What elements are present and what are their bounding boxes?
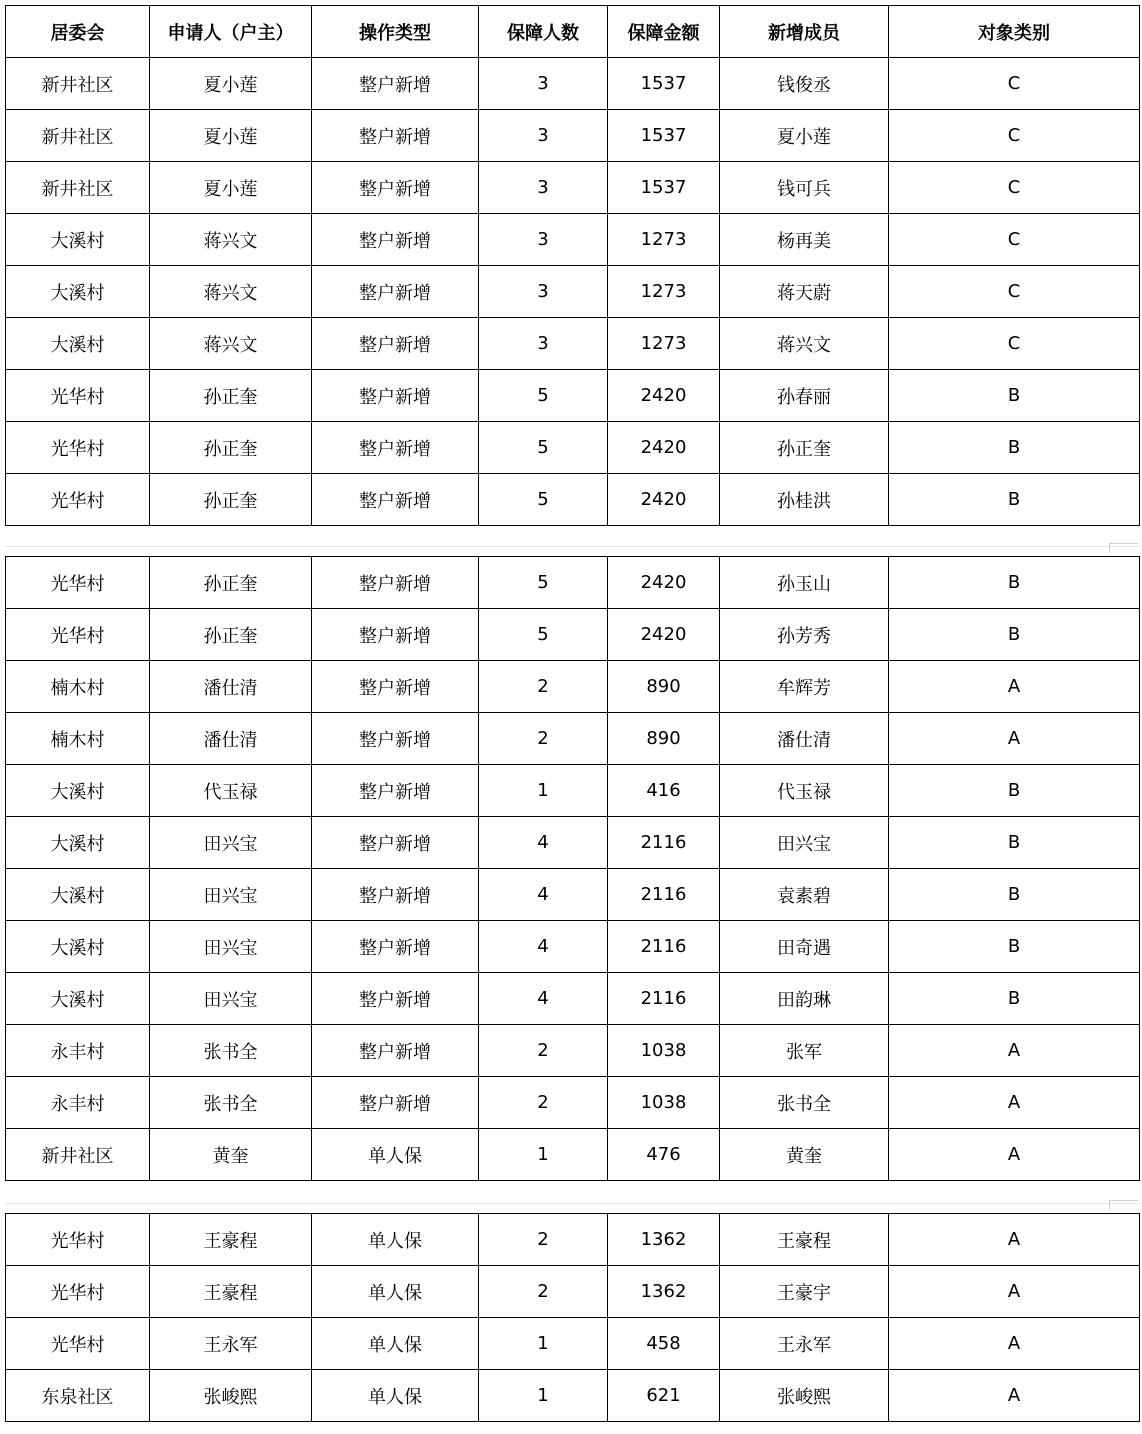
cell-committee: 大溪村	[6, 973, 150, 1025]
cell-person-count: 3	[479, 318, 608, 370]
cell-operation-type: 整户新增	[312, 162, 479, 214]
cell-applicant: 黄奎	[150, 1129, 312, 1181]
cell-applicant: 潘仕清	[150, 661, 312, 713]
cell-operation-type: 整户新增	[312, 1077, 479, 1129]
page-break-corner-mark	[1109, 543, 1138, 553]
cell-new-member: 孙桂洪	[720, 474, 889, 526]
header-category: 对象类别	[889, 6, 1140, 58]
cell-new-member: 夏小莲	[720, 110, 889, 162]
cell-committee: 光华村	[6, 1266, 150, 1318]
cell-new-member: 钱可兵	[720, 162, 889, 214]
cell-amount: 2116	[608, 921, 720, 973]
cell-amount: 2116	[608, 869, 720, 921]
cell-category: A	[889, 1318, 1140, 1370]
table-row	[6, 921, 1140, 973]
cell-person-count: 2	[479, 1077, 608, 1129]
cell-operation-type: 整户新增	[312, 609, 479, 661]
cell-committee: 光华村	[6, 474, 150, 526]
cell-amount: 1273	[608, 266, 720, 318]
cell-applicant: 孙正奎	[150, 370, 312, 422]
cell-new-member: 杨再美	[720, 214, 889, 266]
table-row	[6, 422, 1140, 474]
cell-operation-type: 整户新增	[312, 1025, 479, 1077]
cell-committee: 大溪村	[6, 318, 150, 370]
cell-person-count: 4	[479, 921, 608, 973]
cell-category: C	[889, 266, 1140, 318]
table-body	[6, 1214, 1140, 1422]
cell-applicant: 蒋兴文	[150, 214, 312, 266]
cell-amount: 890	[608, 713, 720, 765]
cell-amount: 2420	[608, 474, 720, 526]
cell-committee: 新井社区	[6, 162, 150, 214]
cell-applicant: 潘仕清	[150, 713, 312, 765]
cell-new-member: 潘仕清	[720, 713, 889, 765]
cell-committee: 大溪村	[6, 869, 150, 921]
cell-committee: 东泉社区	[6, 1370, 150, 1422]
table-row	[6, 1214, 1140, 1266]
cell-operation-type: 整户新增	[312, 817, 479, 869]
cell-committee: 楠木村	[6, 661, 150, 713]
table-row	[6, 318, 1140, 370]
cell-category: B	[889, 973, 1140, 1025]
cell-person-count: 1	[479, 1318, 608, 1370]
cell-operation-type: 整户新增	[312, 474, 479, 526]
table-row	[6, 609, 1140, 661]
cell-category: B	[889, 370, 1140, 422]
cell-person-count: 2	[479, 1266, 608, 1318]
cell-applicant: 孙正奎	[150, 609, 312, 661]
cell-amount: 2116	[608, 973, 720, 1025]
cell-operation-type: 整户新增	[312, 214, 479, 266]
table-row	[6, 1129, 1140, 1181]
cell-amount: 476	[608, 1129, 720, 1181]
cell-committee: 新井社区	[6, 58, 150, 110]
cell-applicant: 蒋兴文	[150, 318, 312, 370]
cell-operation-type: 单人保	[312, 1370, 479, 1422]
cell-operation-type: 单人保	[312, 1318, 479, 1370]
cell-amount: 621	[608, 1370, 720, 1422]
table-header-row	[6, 6, 1140, 58]
cell-category: A	[889, 1266, 1140, 1318]
page-break-corner-mark	[1109, 1200, 1138, 1210]
cell-amount: 1273	[608, 214, 720, 266]
cell-new-member: 孙春丽	[720, 370, 889, 422]
cell-new-member: 蒋天蔚	[720, 266, 889, 318]
cell-category: B	[889, 765, 1140, 817]
cell-operation-type: 整户新增	[312, 973, 479, 1025]
cell-applicant: 蒋兴文	[150, 266, 312, 318]
table-row	[6, 817, 1140, 869]
cell-person-count: 1	[479, 1370, 608, 1422]
table-row	[6, 1025, 1140, 1077]
cell-person-count: 4	[479, 973, 608, 1025]
cell-committee: 光华村	[6, 557, 150, 609]
cell-committee: 光华村	[6, 609, 150, 661]
cell-amount: 2420	[608, 557, 720, 609]
cell-category: A	[889, 1129, 1140, 1181]
cell-applicant: 孙正奎	[150, 474, 312, 526]
cell-operation-type: 单人保	[312, 1129, 479, 1181]
header-operation-type: 操作类型	[312, 6, 479, 58]
table-row	[6, 370, 1140, 422]
table-row	[6, 713, 1140, 765]
cell-category: A	[889, 1077, 1140, 1129]
header-applicant: 申请人（户主）	[150, 6, 312, 58]
cell-person-count: 2	[479, 1214, 608, 1266]
cell-applicant: 田兴宝	[150, 817, 312, 869]
cell-category: A	[889, 1025, 1140, 1077]
cell-applicant: 张峻熙	[150, 1370, 312, 1422]
cell-new-member: 钱俊丞	[720, 58, 889, 110]
cell-person-count: 3	[479, 110, 608, 162]
cell-amount: 1038	[608, 1025, 720, 1077]
cell-applicant: 张书全	[150, 1025, 312, 1077]
cell-category: C	[889, 162, 1140, 214]
table-row	[6, 1370, 1140, 1422]
cell-committee: 大溪村	[6, 266, 150, 318]
cell-category: B	[889, 422, 1140, 474]
cell-operation-type: 整户新增	[312, 557, 479, 609]
cell-amount: 1362	[608, 1266, 720, 1318]
cell-new-member: 田韵琳	[720, 973, 889, 1025]
cell-person-count: 1	[479, 765, 608, 817]
cell-new-member: 袁素碧	[720, 869, 889, 921]
table-row	[6, 557, 1140, 609]
cell-committee: 光华村	[6, 1214, 150, 1266]
cell-person-count: 3	[479, 162, 608, 214]
cell-new-member: 孙正奎	[720, 422, 889, 474]
cell-amount: 2420	[608, 422, 720, 474]
cell-new-member: 蒋兴文	[720, 318, 889, 370]
cell-applicant: 夏小莲	[150, 110, 312, 162]
cell-person-count: 3	[479, 266, 608, 318]
cell-operation-type: 整户新增	[312, 110, 479, 162]
cell-amount: 890	[608, 661, 720, 713]
cell-applicant: 王豪程	[150, 1266, 312, 1318]
cell-person-count: 5	[479, 370, 608, 422]
cell-new-member: 王永军	[720, 1318, 889, 1370]
header-committee: 居委会	[6, 6, 150, 58]
table-row	[6, 973, 1140, 1025]
cell-applicant: 王豪程	[150, 1214, 312, 1266]
cell-category: B	[889, 609, 1140, 661]
cell-applicant: 王永军	[150, 1318, 312, 1370]
cell-new-member: 孙玉山	[720, 557, 889, 609]
table-body	[6, 58, 1140, 526]
table-row	[6, 869, 1140, 921]
cell-person-count: 2	[479, 661, 608, 713]
cell-applicant: 孙正奎	[150, 557, 312, 609]
cell-operation-type: 整户新增	[312, 422, 479, 474]
cell-applicant: 夏小莲	[150, 58, 312, 110]
assistance-table-page-1	[5, 5, 1140, 526]
table-row	[6, 1266, 1140, 1318]
cell-amount: 1537	[608, 58, 720, 110]
cell-committee: 永丰村	[6, 1025, 150, 1077]
cell-operation-type: 整户新增	[312, 765, 479, 817]
cell-person-count: 4	[479, 869, 608, 921]
cell-amount: 416	[608, 765, 720, 817]
cell-committee: 永丰村	[6, 1077, 150, 1129]
cell-category: C	[889, 214, 1140, 266]
cell-category: B	[889, 921, 1140, 973]
cell-new-member: 代玉禄	[720, 765, 889, 817]
table-row	[6, 110, 1140, 162]
cell-operation-type: 整户新增	[312, 318, 479, 370]
cell-category: C	[889, 110, 1140, 162]
assistance-table-page-2	[5, 556, 1140, 1181]
cell-amount: 2116	[608, 817, 720, 869]
cell-applicant: 田兴宝	[150, 973, 312, 1025]
cell-amount: 2420	[608, 370, 720, 422]
cell-new-member: 牟辉芳	[720, 661, 889, 713]
assistance-table-page-3	[5, 1213, 1140, 1422]
header-person-count: 保障人数	[479, 6, 608, 58]
cell-category: B	[889, 869, 1140, 921]
cell-person-count: 5	[479, 474, 608, 526]
cell-new-member: 黄奎	[720, 1129, 889, 1181]
cell-operation-type: 整户新增	[312, 713, 479, 765]
cell-category: A	[889, 661, 1140, 713]
cell-person-count: 2	[479, 1025, 608, 1077]
cell-amount: 1537	[608, 110, 720, 162]
cell-committee: 大溪村	[6, 765, 150, 817]
cell-new-member: 田奇遇	[720, 921, 889, 973]
table-body	[6, 557, 1140, 1181]
cell-category: A	[889, 1214, 1140, 1266]
cell-category: B	[889, 474, 1140, 526]
cell-applicant: 代玉禄	[150, 765, 312, 817]
cell-new-member: 张军	[720, 1025, 889, 1077]
table-row	[6, 162, 1140, 214]
cell-applicant: 夏小莲	[150, 162, 312, 214]
table-row	[6, 266, 1140, 318]
cell-amount: 458	[608, 1318, 720, 1370]
cell-operation-type: 整户新增	[312, 58, 479, 110]
table-row	[6, 214, 1140, 266]
cell-operation-type: 整户新增	[312, 661, 479, 713]
cell-amount: 1273	[608, 318, 720, 370]
cell-category: C	[889, 318, 1140, 370]
cell-person-count: 3	[479, 58, 608, 110]
cell-new-member: 张书全	[720, 1077, 889, 1129]
cell-amount: 1038	[608, 1077, 720, 1129]
cell-person-count: 5	[479, 422, 608, 474]
cell-operation-type: 整户新增	[312, 869, 479, 921]
cell-applicant: 张书全	[150, 1077, 312, 1129]
cell-category: A	[889, 1370, 1140, 1422]
cell-new-member: 王豪程	[720, 1214, 889, 1266]
cell-committee: 新井社区	[6, 1129, 150, 1181]
cell-committee: 大溪村	[6, 817, 150, 869]
cell-committee: 大溪村	[6, 214, 150, 266]
cell-person-count: 5	[479, 557, 608, 609]
cell-category: B	[889, 817, 1140, 869]
cell-committee: 大溪村	[6, 921, 150, 973]
cell-person-count: 2	[479, 713, 608, 765]
cell-category: C	[889, 58, 1140, 110]
cell-committee: 楠木村	[6, 713, 150, 765]
table-row	[6, 1077, 1140, 1129]
cell-new-member: 张峻熙	[720, 1370, 889, 1422]
cell-new-member: 王豪宇	[720, 1266, 889, 1318]
cell-committee: 新井社区	[6, 110, 150, 162]
cell-committee: 光华村	[6, 1318, 150, 1370]
cell-committee: 光华村	[6, 422, 150, 474]
cell-operation-type: 单人保	[312, 1214, 479, 1266]
table-row	[6, 58, 1140, 110]
table-row	[6, 1318, 1140, 1370]
table-row	[6, 661, 1140, 713]
cell-new-member: 田兴宝	[720, 817, 889, 869]
cell-operation-type: 整户新增	[312, 266, 479, 318]
cell-applicant: 田兴宝	[150, 869, 312, 921]
cell-operation-type: 整户新增	[312, 921, 479, 973]
cell-committee: 光华村	[6, 370, 150, 422]
table-row	[6, 765, 1140, 817]
cell-operation-type: 单人保	[312, 1266, 479, 1318]
cell-applicant: 田兴宝	[150, 921, 312, 973]
page-break-line	[5, 1203, 1139, 1204]
cell-person-count: 3	[479, 214, 608, 266]
page-break-line	[5, 546, 1139, 547]
cell-person-count: 5	[479, 609, 608, 661]
header-new-member: 新增成员	[720, 6, 889, 58]
cell-category: A	[889, 713, 1140, 765]
cell-amount: 2420	[608, 609, 720, 661]
cell-category: B	[889, 557, 1140, 609]
cell-person-count: 1	[479, 1129, 608, 1181]
table-row	[6, 474, 1140, 526]
cell-applicant: 孙正奎	[150, 422, 312, 474]
cell-amount: 1537	[608, 162, 720, 214]
cell-person-count: 4	[479, 817, 608, 869]
cell-new-member: 孙芳秀	[720, 609, 889, 661]
header-amount: 保障金额	[608, 6, 720, 58]
cell-operation-type: 整户新增	[312, 370, 479, 422]
cell-amount: 1362	[608, 1214, 720, 1266]
